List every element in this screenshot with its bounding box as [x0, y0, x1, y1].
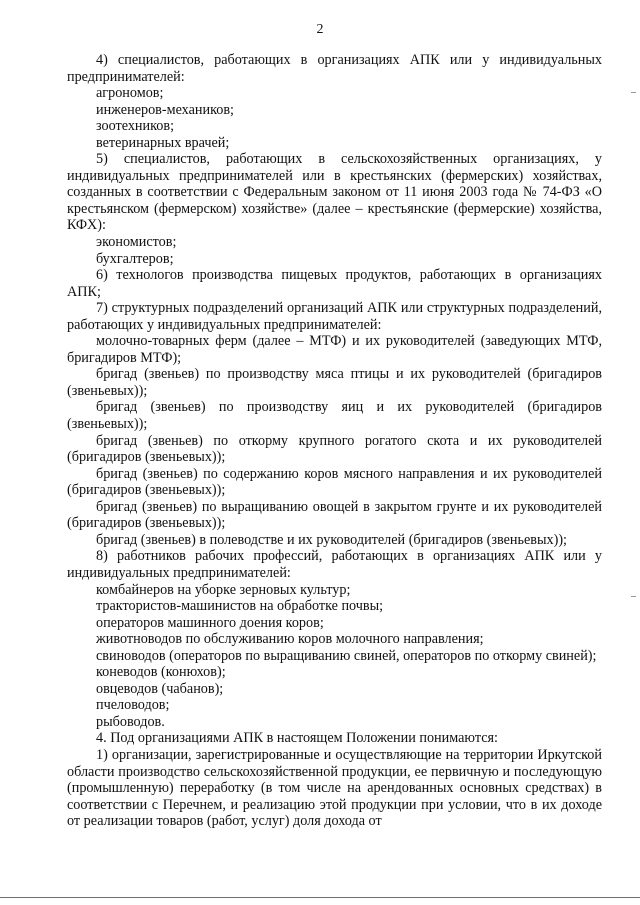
list-item: операторов машинного доения коров; [96, 614, 324, 631]
paragraph: молочно-товарных ферм (далее – МТФ) и их руководителей (заведующих МТФ, бригадиров МТФ); [67, 333, 602, 366]
list-item: рыбоводов. [96, 713, 165, 730]
paragraph: 4. Под организациями АПК в настоящем Положении понимаются: [96, 730, 498, 747]
list-item: инженеров-механиков; [96, 101, 234, 118]
scan-mark [631, 92, 636, 93]
paragraph: 1) организации, зарегистрированные и осуществляющие на территории Иркутской области производство сельскохозяйственной продукции, ее первичную и последующую (промышленную) переработку (в том числе на арендованных основных средствах) в соответствии с Перечнем, и реализацию этой продукции при условии, что в их доходе от реализации товаров (работ, услуг) доля дохода от [67, 746, 602, 830]
scan-mark [631, 596, 636, 597]
list-item: коневодов (конюхов); [96, 664, 226, 681]
paragraph: бригад (звеньев) по производству мяса птицы и их руководителей (бригадиров (звеньевых)); [67, 366, 602, 399]
page-bottom-edge [0, 897, 640, 898]
list-item: овцеводов (чабанов); [96, 680, 224, 697]
paragraph: бригад (звеньев) по откорму крупного рогатого скота и их руководителей (бригадиров (звеньевых)); [67, 432, 602, 466]
list-item: экономистов; [96, 234, 177, 251]
list-item: комбайнеров на уборке зерновых культур; [96, 581, 351, 598]
paragraph: бригад (звеньев) по содержанию коров мясного направления и их руководителей (бригадиров (звеньевых)); [67, 465, 602, 499]
paragraph: 6) технологов производства пищевых продуктов, работающих в организациях АПК; [67, 267, 602, 300]
paragraph: бригад (звеньев) по производству яиц и их руководителей (бригадиров (звеньевых)); [67, 399, 602, 433]
list-item: агрономов; [96, 85, 164, 102]
list-item: пчеловодов; [96, 697, 170, 714]
list-item: зоотехников; [96, 118, 175, 135]
list-item: трактористов-машинистов на обработке почвы; [96, 598, 384, 615]
document-body [67, 52, 602, 830]
paragraph: 5) специалистов, работающих в сельскохозяйственных организациях, у индивидуальных предпринимателей или в крестьянских (фермерских) хозяйствах, созданных в соответствии с Федеральным законом от 11 июня 2003 года № 74-ФЗ «О крестьянском (фермерском) хозяйстве» (далее – крестьянские (фермерские) хозяйства, КФХ): [67, 151, 602, 234]
paragraph: 7) структурных подразделений организаций АПК или структурных подразделений, работающих у индивидуальных предпринимателей: [67, 300, 602, 333]
paragraph: 8) работников рабочих профессий, работающих в организациях АПК или у индивидуальных предпринимателей: [67, 548, 602, 581]
paragraph: бригад (звеньев) по выращиванию овощей в закрытом грунте и их руководителей (бригадиров (звеньевых)); [67, 498, 602, 532]
paragraph: бригад (звеньев) в полеводстве и их руководителей (бригадиров (звеньевых)); [96, 531, 567, 548]
paragraph: свиноводов (операторов по выращиванию свиней, операторов по откорму свиней); [96, 647, 597, 664]
list-item: бухгалтеров; [96, 250, 174, 267]
paragraph: 4) специалистов, работающих в организациях АПК или у индивидуальных предпринимателей: [67, 52, 602, 85]
page-number: 2 [316, 22, 324, 37]
list-item: ветеринарных врачей; [96, 134, 230, 151]
list-item: животноводов по обслуживанию коров молочного направления; [96, 631, 484, 648]
